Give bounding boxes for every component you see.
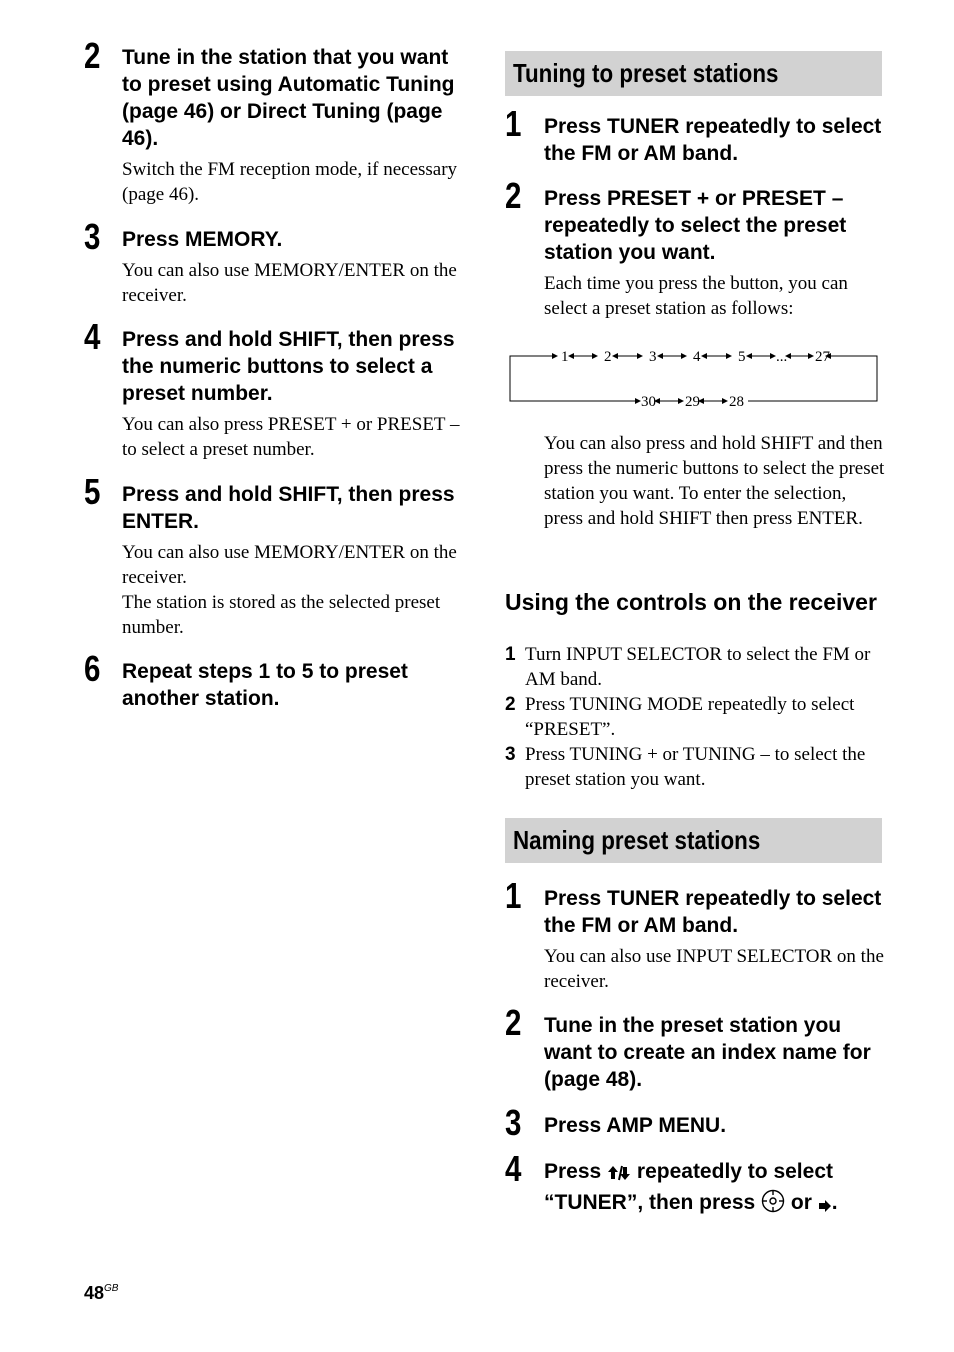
preset-cycle-diagram — [505, 340, 885, 410]
preset-label: 29 — [685, 394, 700, 410]
step-number: 3 — [84, 216, 101, 257]
step-body: Switch the FM reception mode, if necessary (page 46). — [122, 159, 458, 205]
step-number: 2 — [84, 35, 101, 76]
step-number: 4 — [84, 316, 101, 357]
enter-circle-icon — [761, 1189, 785, 1220]
naming-step-1 — [505, 875, 885, 994]
list-item-text: Turn INPUT SELECTOR to select the FM or AM band. — [525, 644, 871, 690]
step-heading: Press PRESET + or PRESET – repeatedly to select the preset station you want. — [544, 187, 847, 264]
step-heading: Tune in the preset station you want to create an index name for (page 48). — [544, 1014, 871, 1091]
up-down-arrow-icon — [607, 1162, 631, 1189]
section-title: Tuning to preset stations — [513, 58, 779, 88]
tuning-step-1 — [505, 103, 885, 167]
step-number: 2 — [505, 1002, 522, 1043]
step-heading: Press and hold SHIFT, then press ENTER. — [122, 483, 455, 533]
step-heading: Press TUNER repeatedly to select the FM or AM band. — [544, 887, 882, 937]
step-number: 1 — [505, 103, 522, 144]
preset-label: 27 — [815, 349, 830, 365]
step-heading: Press MEMORY. — [122, 228, 283, 251]
step-4-preset — [84, 316, 464, 462]
tuning-note — [505, 426, 885, 531]
list-item — [505, 742, 885, 792]
step-heading: Press AMP MENU. — [544, 1114, 727, 1137]
section-header-naming — [505, 818, 882, 863]
section-title: Naming preset stations — [513, 825, 761, 855]
loop-line-right — [748, 356, 877, 401]
list-item-text: Press TUNING + or TUNING – to select the preset station you want. — [525, 744, 866, 790]
step-body: You can also press PRESET + or PRESET – to select a preset number. — [122, 414, 460, 460]
list-item-number: 2 — [505, 694, 516, 715]
step-2-preset — [84, 35, 464, 207]
step-6-preset — [84, 648, 464, 712]
controls-list — [505, 642, 885, 792]
step-number: 3 — [505, 1102, 522, 1143]
controls-heading: Using the controls on the receiver — [505, 589, 877, 615]
preset-label: 5 — [738, 349, 746, 365]
preset-label: 2 — [604, 349, 612, 365]
naming-step-2 — [505, 1002, 885, 1093]
list-item-number: 3 — [505, 744, 516, 765]
naming-step-3 — [505, 1102, 885, 1143]
step-heading: Press TUNER repeatedly to select the FM or AM band. — [544, 115, 882, 165]
preset-cycle-svg — [505, 340, 885, 410]
preset-label: 30 — [641, 394, 656, 410]
tuning-step-2 — [505, 175, 885, 321]
step-body: You can also use INPUT SELECTOR on the receiver. — [544, 946, 884, 992]
section-header-tuning — [505, 51, 882, 96]
step-body: Each time you press the button, you can select a preset station as follows: — [544, 273, 848, 319]
list-item — [505, 642, 885, 692]
loop-line-left — [510, 356, 640, 401]
step-number: 5 — [84, 471, 101, 512]
list-item-number: 1 — [505, 644, 516, 665]
step-number: 2 — [505, 175, 522, 216]
naming-step-4 — [505, 1148, 885, 1220]
preset-label: 28 — [729, 394, 744, 410]
step-heading: Press and hold SHIFT, then press the numeric buttons to select a preset number. — [122, 328, 455, 405]
step-number: 4 — [505, 1148, 522, 1189]
step-number: 6 — [84, 648, 101, 689]
step-heading: Tune in the station that you want to preset using Automatic Tuning (page 46) or Direct Tuning (page 46). — [122, 46, 455, 150]
right-arrow-icon — [818, 1193, 832, 1220]
region-code: GB — [104, 1283, 119, 1294]
preset-label: 4 — [693, 349, 701, 365]
list-item — [505, 692, 885, 742]
preset-label: 3 — [649, 349, 657, 365]
page-number: $48^{GB}$ — [84, 1283, 119, 1303]
step-heading: Press repeatedly to select “TUNER”, then press or . — [544, 1151, 885, 1220]
step-body: You can also use MEMORY/ENTER on the receiver. — [122, 542, 457, 588]
step-heading: Repeat steps 1 to 5 to preset another station. — [122, 660, 408, 710]
step-body-extra: The station is stored as the selected preset number. — [122, 592, 441, 638]
step-5-preset — [84, 471, 464, 640]
list-item-text: Press TUNING MODE repeatedly to select “PRESET”. — [525, 694, 855, 740]
preset-label: 1 — [561, 349, 569, 365]
step-3-preset — [84, 216, 464, 308]
tuning-note-text: You can also press and hold SHIFT and then press the numeric buttons to select the preset station you want. To enter the selection, press and hold SHIFT then press ENTER. — [544, 433, 885, 529]
step-body: You can also use MEMORY/ENTER on the receiver. — [122, 260, 457, 306]
preset-label: ... — [776, 349, 788, 365]
step-number: 1 — [505, 875, 522, 916]
